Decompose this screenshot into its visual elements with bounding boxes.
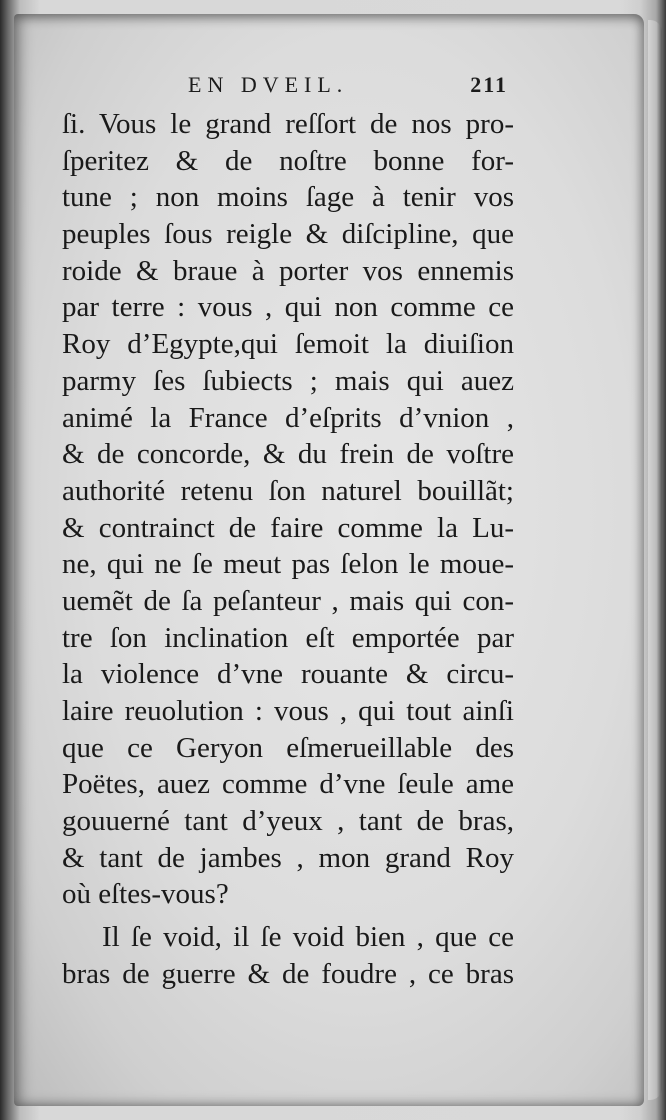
text-line: Poëtes, auez comme d’vne ſeule ame	[62, 768, 514, 801]
text-line: laire reuolution : vous , qui tout ainſi	[62, 695, 514, 727]
page-number: 211	[470, 72, 508, 97]
text-line: Roy d’Egypte,qui ſemoit la diuiſion	[62, 328, 514, 361]
body-text	[62, 106, 514, 993]
text-line: la violence d’vne rouante & circu-	[62, 658, 514, 691]
page-header	[188, 72, 508, 102]
text-line: peuples ſous reigle & diſcipline, que	[62, 218, 514, 251]
text-line: tune ; non moins ſage à tenir vos	[62, 181, 514, 214]
text-line: où eſtes-vous?	[62, 878, 229, 911]
text-line: ſi. Vous le grand reſſort de nos pro-	[62, 108, 514, 140]
book-fore-edge	[648, 20, 662, 1100]
text-line: & contrainct de faire comme la Lu-	[62, 511, 514, 544]
text-line: roide & braue à porter vos ennemis	[62, 254, 514, 287]
text-line: Il ſe void, il ſe void bien , que ce	[102, 921, 514, 954]
text-line: & de concorde, & du frein de voſtre	[62, 438, 514, 471]
paragraph	[62, 106, 514, 913]
text-line: que ce Geryon eſmerueillable des	[62, 731, 514, 764]
text-line: animé la France d’eſprits d’vnion ,	[62, 401, 514, 434]
text-line: gouuerné tant d’yeux , tant de bras,	[62, 805, 514, 838]
text-line: & tant de jambes , mon grand Roy	[62, 841, 514, 874]
text-line: tre ſon inclination eſt emportée par	[62, 621, 514, 654]
text-line: ſperitez & de noſtre bonne for-	[62, 144, 514, 177]
text-line: parmy ſes ſubiects ; mais qui auez	[62, 364, 514, 397]
text-line: uemẽt de ſa peſanteur , mais qui con-	[62, 584, 514, 617]
text-line: bras de guerre & de foudre , ce bras	[62, 957, 514, 990]
paragraph	[62, 919, 514, 992]
text-line: ne, qui ne ſe meut pas ſelon le moue-	[62, 548, 514, 581]
text-line: authorité retenu ſon naturel bouillãt;	[62, 474, 514, 507]
running-title: EN DVEIL.	[188, 72, 349, 97]
text-line: par terre : vous , qui non comme ce	[62, 291, 514, 324]
